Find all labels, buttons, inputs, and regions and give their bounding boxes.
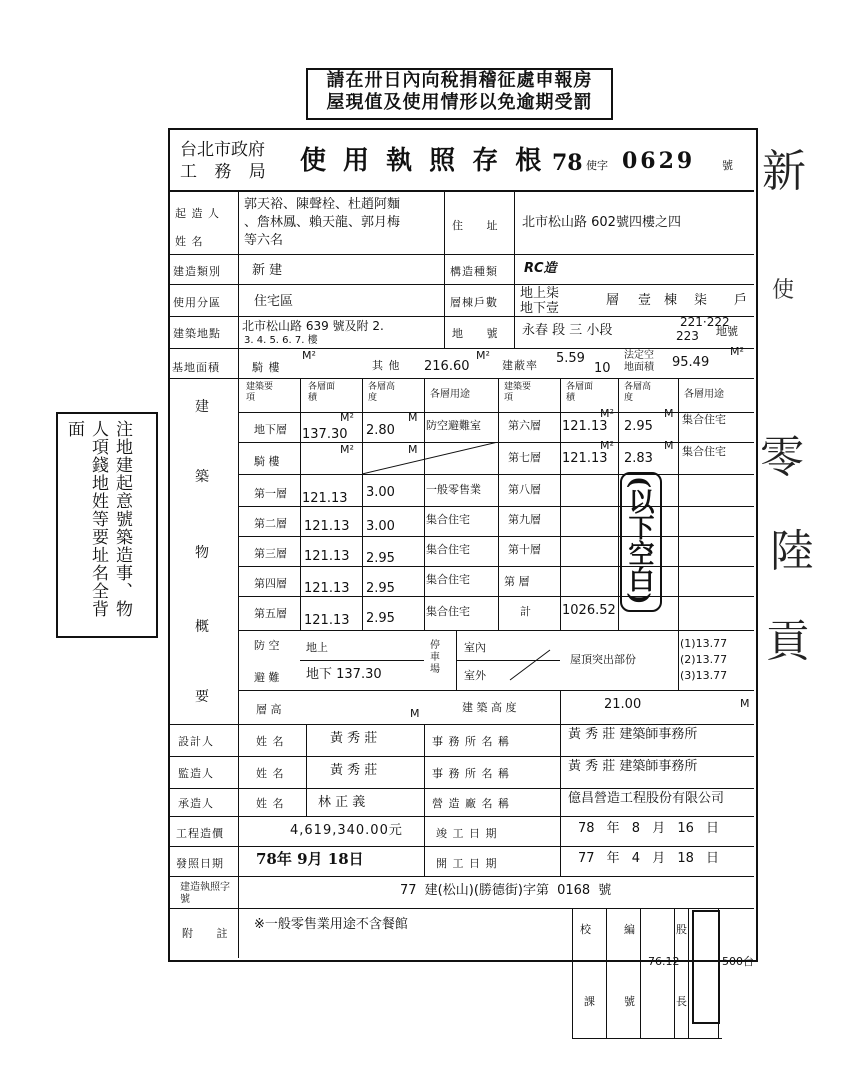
cost-label: 工程造價 [176,827,224,840]
floor-name: 第五層 [254,607,287,620]
permit-suffix: 號 [722,159,733,172]
remarks-label: 附 註 [182,927,238,940]
land-no-label: 地 號 [452,327,508,340]
floor-area: 121.13 [304,549,350,564]
land-suffix: 地號 [716,325,738,338]
unit: M [408,411,418,424]
page-title: 使 用 執 照 存 根 [300,146,546,176]
unit: M² [730,345,744,358]
permit-no-label: 建造執照字號 [180,882,230,905]
floor-name: 第九層 [508,513,541,526]
left-note-stamp [56,412,158,638]
site-address-2: 3. 4. 5. 6. 7. 樓 [244,335,318,346]
shelter-label-2: 避 難 [254,671,280,684]
use-zone-value: 住宅區 [254,294,294,309]
unit: M [408,443,418,456]
coverage-denom: 10 [594,361,611,376]
builder-address: 北市松山路 602號四樓之四 [522,215,681,230]
floor-area: 121.13 [304,519,350,534]
start-date: 77 年 4 月 18 日 [578,851,720,866]
permit-number: 0629 [622,148,696,174]
approval-number: 76.12 [648,955,680,968]
remarks-text: ※一般零售業用途不含餐館 [254,917,408,932]
contractor-company: 億昌營造工程股份有限公司 [568,791,725,806]
floor-use: 集合住宅 [426,605,470,618]
floor-area: 121.13 [562,419,608,434]
supervisor-name: 黃 秀 莊 [330,763,378,778]
coverage-label: 建蔽率 [502,359,538,372]
floor-name: 第八層 [508,483,541,496]
floor-area: 121.13 [304,613,350,628]
approval-section: 股 [676,923,687,936]
unit: M² [600,407,614,420]
floor-name: 第一層 [254,487,287,500]
shelter-above: 地上 [306,641,328,654]
site-label: 建築地點 [173,327,221,340]
designer-office: 黃 秀 莊 建築師事務所 [568,727,698,742]
completion-date: 78 年 8 月 16 日 [578,821,720,836]
supervisor-office: 黃 秀 莊 建築師事務所 [568,759,698,774]
land-section: 永春 段 三 小段 [522,323,613,338]
floor-use: 集合住宅 [426,573,470,586]
floors-col-header: 建築要項 [504,382,532,403]
section-label-char: 建 [195,399,209,415]
base-area-label: 基地面積 [172,361,220,374]
floor-area: 121.13 [562,451,608,466]
floor-use: 防空避難室 [426,419,481,432]
approval-edit: 編 [624,923,635,936]
approval-seal [692,910,720,1024]
parking-indoor: 室內 [464,641,486,654]
floor-use: 集合住宅 [426,513,470,526]
floor-height: 3.00 [366,485,395,500]
strike-line [500,630,560,690]
left-note-text: 注地建起意號築造事、物人項錢地姓等要址名全背面 [64,420,132,618]
floors-col-header: 建築要項 [246,382,274,403]
floor-height: 2.95 [366,581,395,596]
designer-office-label: 事 務 所 名 稱 [432,735,510,748]
build-type-value: 新 建 [252,263,283,278]
arcade-label: 騎 樓 [252,361,281,374]
supervisor-label: 監造人 [178,767,214,780]
supervisor-name-label: 姓 名 [256,767,285,780]
floor-name: 第 層 [504,575,530,588]
open-space-value: 95.49 [672,355,710,370]
builder-names-3: 等六名 [244,233,284,248]
floor-name: 第三層 [254,547,287,560]
parking-outdoor: 室外 [464,669,486,682]
rule [168,190,754,192]
blank-below-text: (以下空白) [624,476,654,605]
cost-value: 4,619,340.00元 [290,823,403,838]
roof-value-2: (2)13.77 [680,653,728,666]
contractor-company-label: 營 造 廠 名 稱 [432,797,510,810]
other-label: 其 他 [372,359,401,372]
notice-line-2: 屋現值及使用情形以免逾期受罰 [326,92,593,113]
structure-value: RC造 [524,261,557,276]
floor-name: 第六層 [508,419,541,432]
start-label: 開 工 日 期 [436,857,498,870]
unit: M² [476,349,490,362]
approval-no: 號 [624,995,635,1008]
floor-unit: 層 [606,293,620,308]
shelter-label-1: 防 空 [254,639,280,652]
floors-count-label: 層棟戶數 [450,296,498,309]
section-label-char: 要 [195,689,209,705]
building-height-label: 建 築 高 度 [462,701,517,714]
contractor-label: 承造人 [178,797,214,810]
unit-count: 柒 [694,293,708,308]
top-notice-stamp [306,68,613,120]
unit-suffix: 戶 [734,293,748,308]
unit: M² [340,411,354,424]
floor-name: 第二層 [254,517,287,530]
blank-below-stamp [620,472,662,612]
margin-char: 使 [772,278,795,303]
roof-value-1: (1)13.77 [680,637,728,650]
floor-use: 一般零售業 [426,483,481,496]
unit: M [664,439,674,452]
org-line-1: 台北市政府 [180,140,265,160]
designer-name-label: 姓 名 [256,735,285,748]
address-label: 住 址 [452,219,508,232]
approval-chief: 長 [676,995,687,1008]
floors-col-header: 各層高度 [368,382,396,403]
build-type-label: 建造類別 [173,265,221,278]
margin-char: 新 [762,146,806,197]
contractor-name: 林 正 義 [318,795,366,810]
permit-prefix: 使字 [586,159,608,172]
unit: M² [600,439,614,452]
building-unit: 棟 [664,293,678,308]
site-address-1: 北市松山路 639 號及附 2. [242,319,384,333]
unit: M [740,697,750,710]
issue-label: 發照日期 [176,857,224,870]
floor-area: 121.13 [304,581,350,596]
use-zone-label: 使用分區 [173,296,221,309]
structure-label: 構造種類 [450,265,498,278]
builder-names-2: 、詹林鳳、賴天龍、郭月梅 [244,215,401,230]
builder-label-2: 姓 名 [175,235,204,248]
floors-above: 地上柒 [520,286,560,301]
coverage-value: 5.59 [556,351,585,366]
permit-year: 78 [552,150,583,176]
section-label-char: 物 [195,545,209,561]
margin-char: 貢 [766,616,810,667]
building-height-value: 21.00 [604,697,642,712]
approval-code: 500台 [722,955,754,968]
floor-use: 集合住宅 [682,445,726,458]
floor-height: 2.95 [624,419,653,434]
floor-height: 2.83 [624,451,653,466]
margin-char: 零 [760,432,804,483]
floor-height: 2.80 [366,423,395,438]
builder-label-1: 起 造 人 [175,207,220,220]
floor-name: 計 [520,605,531,618]
parking-label: 停車場 [430,640,440,675]
org-line-2: 工 務 局 [180,162,272,182]
floor-total-area: 1026.52 [562,603,616,618]
approval-division: 課 [584,995,595,1008]
open-space-label: 法定空地面積 [624,350,654,373]
floors-col-header: 各層面積 [308,382,336,403]
section-label-char: 概 [195,619,209,635]
floor-height: 2.95 [366,551,395,566]
floor-name: 第十層 [508,543,541,556]
floor-use: 集合住宅 [682,413,726,426]
strike-line [362,442,498,506]
notice-line-1: 請在卅日內向稅捐稽征處申報房 [326,70,593,91]
contractor-name-label: 姓 名 [256,797,285,810]
shelter-below: 地下 137.30 [306,667,382,682]
roof-value-3: (3)13.77 [680,669,728,682]
unit: M [410,707,420,720]
floor-area: 137.30 [302,427,348,442]
build-permit-number: 77 建(松山)(勝德街)字第 0168 號 [400,883,612,898]
floor-name: 騎 樓 [254,455,280,468]
building-count: 壹 [638,293,652,308]
floor-name: 第七層 [508,451,541,464]
floors-below: 地下壹 [520,301,560,316]
unit: M² [340,443,354,456]
floors-col-header: 各層高度 [624,382,652,403]
issue-date: 78年 9月 18日 [256,850,364,868]
floors-col-header: 各層面積 [566,382,594,403]
floor-use: 集合住宅 [426,543,470,556]
designer-label: 設計人 [178,735,214,748]
floor-area: 121.13 [302,491,348,506]
roof-label: 屋頂突出部份 [570,653,636,666]
land-number-2: 223 [676,329,699,343]
completion-label: 竣 工 日 期 [436,827,498,840]
other-area: 216.60 [424,359,470,374]
land-number: 221·222 [680,315,730,329]
floor-name: 地下層 [254,423,287,436]
unit: M² [302,349,316,362]
floor-height-label: 層 高 [256,703,282,716]
floor-height: 2.95 [366,611,395,626]
floor-name: 第四層 [254,577,287,590]
designer-name: 黃 秀 莊 [330,731,378,746]
floors-col-header: 各層用途 [430,389,470,400]
floor-height: 3.00 [366,519,395,534]
margin-char: 陸 [770,526,814,577]
approval-check: 校 [580,923,591,936]
floors-col-header: 各層用途 [684,389,724,400]
supervisor-office-label: 事 務 所 名 稱 [432,767,510,780]
unit: M [664,407,674,420]
section-label-char: 築 [195,469,209,485]
builder-names-1: 郭天裕、陳聲栓、杜趙阿麵 [244,197,401,212]
